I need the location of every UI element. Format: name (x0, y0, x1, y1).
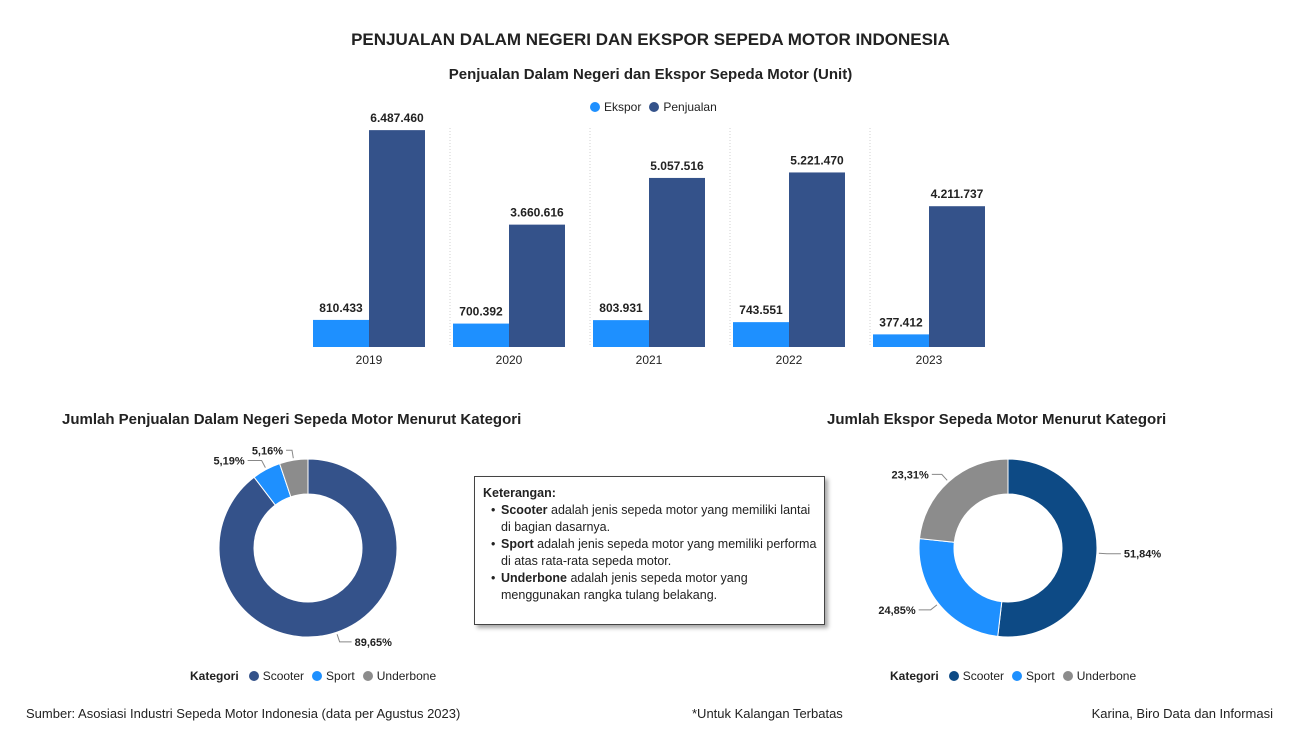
data-label-ekspor-2022: 743.551 (739, 303, 783, 318)
legend-swatch-scooter (249, 671, 259, 681)
bar-penjualan-2021[interactable] (649, 178, 705, 347)
explanation-box (474, 476, 825, 625)
legend-swatch-sport (312, 671, 322, 681)
bar-ekspor-2021[interactable] (593, 320, 649, 347)
definition-sport: adalah jenis sepeda motor yang memiliki performa di atas rata-rata sepeda motor. (501, 537, 817, 568)
legend-item-underbone[interactable] (363, 669, 436, 683)
legend-swatch-underbone (1063, 671, 1073, 681)
definition-scooter: adalah jenis sepeda motor yang memiliki lantai di bagian dasarnya. (501, 503, 811, 534)
leader-line-sport (248, 461, 266, 468)
slice-sport[interactable] (919, 539, 1002, 637)
legend-label-underbone: Underbone (376, 669, 437, 683)
legend-title: Kategori (190, 669, 239, 683)
data-label-ekspor-2021: 803.931 (599, 301, 643, 316)
domestic-donut-title: Jumlah Penjualan Dalam Negeri Sepeda Motor Menurut Kategori (62, 411, 522, 428)
x-tick-label-2021: 2021 (635, 353, 663, 367)
export-donut-legend (890, 669, 1136, 683)
legend-swatch-underbone (363, 671, 373, 681)
bar-penjualan-2022[interactable] (789, 172, 845, 347)
export-donut-chart (860, 430, 1200, 660)
domestic-donut-chart (160, 430, 460, 660)
bar-penjualan-2023[interactable] (929, 206, 985, 347)
footer-restricted: *Untuk Kalangan Terbatas (692, 706, 843, 721)
slice-label-underbone: 5,16% (251, 445, 284, 458)
legend-label-penjualan: Penjualan (663, 100, 717, 114)
explanation-item-scooter (495, 502, 818, 536)
footer-source: Sumber: Asosiasi Industri Sepeda Motor Indonesia (data per Agustus 2023) (26, 706, 461, 721)
page-title: PENJUALAN DALAM NEGERI DAN EKSPOR SEPEDA MOTOR INDONESIA (351, 30, 950, 49)
legend-swatch-sport (1012, 671, 1022, 681)
definition-underbone: adalah jenis sepeda motor yang menggunakan rangka tulang belakang. (501, 571, 748, 602)
legend-item-sport[interactable] (312, 669, 355, 683)
leader-line-scooter (337, 634, 352, 642)
term-underbone: Underbone (501, 571, 567, 585)
x-tick-label-2019: 2019 (355, 353, 383, 367)
x-tick-label-2022: 2022 (775, 353, 803, 367)
data-label-penjualan-2020: 3.660.616 (510, 205, 564, 220)
term-sport: Sport (501, 537, 534, 551)
leader-line-sport (919, 605, 937, 610)
legend-label-scooter: Scooter (262, 669, 305, 683)
bar-chart-title: Penjualan Dalam Negeri dan Ekspor Sepeda Motor (Unit) (448, 66, 853, 83)
legend-label-sport: Sport (326, 669, 355, 683)
export-donut-title: Jumlah Ekspor Sepeda Motor Menurut Kategori (827, 411, 1167, 428)
bar-penjualan-2020[interactable] (509, 225, 565, 347)
legend-label-scooter: Scooter (962, 669, 1005, 683)
footer-author: Karina, Biro Data dan Informasi (1091, 706, 1273, 721)
slice-label-scooter: 89,65% (354, 636, 392, 649)
bar-penjualan-2019[interactable] (369, 130, 425, 347)
bar-ekspor-2019[interactable] (313, 320, 369, 347)
data-label-ekspor-2019: 810.433 (319, 300, 363, 315)
slice-label-sport: 24,85% (878, 604, 916, 617)
term-scooter: Scooter (501, 503, 548, 517)
explanation-heading: Keterangan: (483, 486, 556, 500)
data-label-ekspor-2020: 700.392 (459, 304, 503, 319)
legend-label-sport: Sport (1026, 669, 1055, 683)
explanation-item-sport (495, 536, 818, 570)
legend-item-underbone[interactable] (1063, 669, 1136, 683)
domestic-donut-legend (190, 669, 436, 683)
legend-label-underbone: Underbone (1076, 669, 1137, 683)
legend-label-ekspor: Ekspor (604, 100, 642, 114)
bar-ekspor-2023[interactable] (873, 334, 929, 347)
leader-line-underbone (932, 474, 947, 480)
slice-label-underbone: 23,31% (891, 469, 929, 482)
legend-item-scooter[interactable] (249, 669, 304, 683)
bar-ekspor-2022[interactable] (733, 322, 789, 347)
leader-line-underbone (286, 450, 293, 458)
data-label-penjualan-2021: 5.057.516 (650, 158, 704, 173)
explanation-list (483, 502, 818, 604)
legend-item-sport[interactable] (1012, 669, 1055, 683)
slice-underbone[interactable] (920, 459, 1008, 542)
data-label-penjualan-2023: 4.211.737 (930, 187, 984, 202)
x-tick-label-2023: 2023 (915, 353, 943, 367)
slice-label-sport: 5,19% (213, 455, 245, 468)
x-tick-label-2020: 2020 (495, 353, 523, 367)
data-label-penjualan-2022: 5.221.470 (790, 153, 844, 168)
legend-swatch-scooter (949, 671, 959, 681)
data-label-ekspor-2023: 377.412 (879, 315, 923, 330)
bar-ekspor-2020[interactable] (453, 324, 509, 347)
legend-title: Kategori (890, 669, 939, 683)
data-label-penjualan-2019: 6.487.460 (370, 111, 424, 126)
slice-label-scooter: 51,84% (1123, 548, 1162, 561)
legend-item-scooter[interactable] (949, 669, 1004, 683)
explanation-item-underbone (495, 570, 818, 604)
slice-scooter[interactable] (998, 459, 1097, 637)
